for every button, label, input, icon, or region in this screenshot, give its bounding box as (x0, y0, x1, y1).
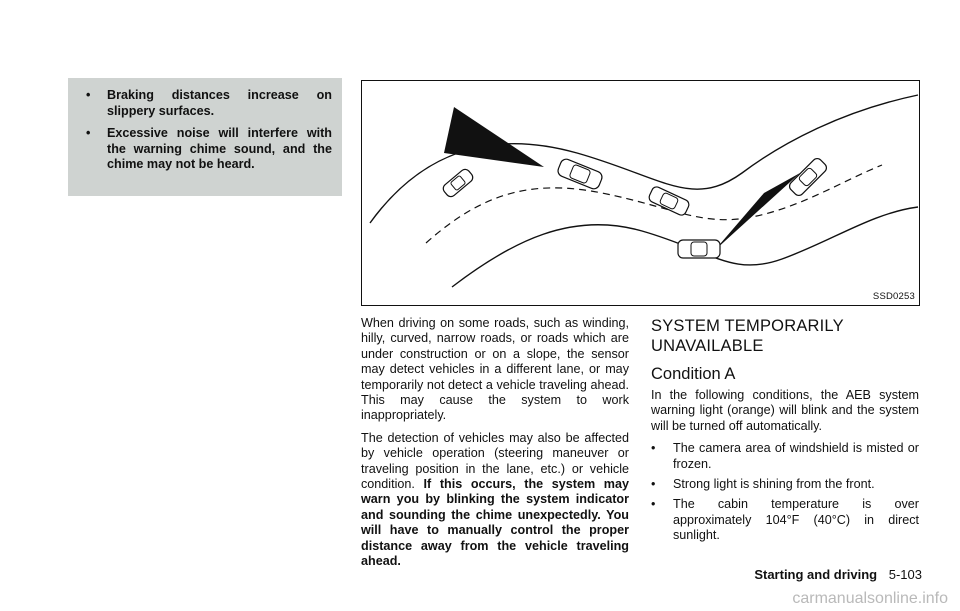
condition-item: • The camera area of windshield is misted or frozen. (651, 441, 919, 472)
car-2 (556, 157, 604, 190)
sensor-beam-right (714, 173, 800, 251)
condition-item: • Strong light is shining from the front. (651, 477, 919, 492)
condition-list (651, 441, 919, 543)
curved-road-diagram (362, 81, 919, 305)
page-number: 5-103 (888, 567, 922, 582)
middle-column (361, 316, 629, 577)
warning-item: • Braking distances increase on slippery surfaces. (78, 88, 332, 119)
paragraph: When driving on some roads, such as winding, hilly, curved, narrow roads, or roads which are under construction or on a slope, the sensor may detect vehicles in a different lane, or may temporarily not detect a vehicle traveling ahead. This may cause the system to work inappropriately. (361, 316, 629, 423)
condition-item: • The cabin temperature is over approximately 104°F (40°C) in direct sunlight. (651, 497, 919, 543)
sensor-beam-left (444, 107, 544, 167)
paragraph: In the following conditions, the AEB system warning light (orange) will blink and the system will be turned off automatically. (651, 388, 919, 433)
paragraph-text: The detection of vehicles may also be affected by vehicle operation (steering maneuver or traveling position in the lane, etc.) or vehicle condition. (361, 430, 629, 492)
paragraph (361, 431, 629, 570)
paragraph-bold: If this occurs, the system may warn you by blinking the system indicator and sounding the chime unexpectedly. You will have to manually control the proper distance away from the vehicle traveling ahead. (361, 477, 629, 569)
warning-list (78, 88, 332, 173)
car-4 (678, 240, 720, 258)
car-3 (647, 185, 690, 216)
warning-item: • Excessive noise will interfere with the warning chime sound, and the chime may not be heard. (78, 126, 332, 173)
road-illustration (361, 80, 920, 306)
page-footer (754, 567, 922, 582)
car-1 (441, 167, 475, 198)
footer-section: Starting and driving (754, 567, 878, 582)
section-subheading: Condition A (651, 365, 736, 383)
section-heading: SYSTEM TEMPORARILY UNAVAILABLE (651, 317, 844, 355)
watermark: carmanualsonline.info (792, 590, 948, 607)
right-column (651, 316, 919, 549)
warning-box (68, 78, 342, 196)
figure-code: SSD0253 (872, 291, 915, 302)
road-edge-top (370, 95, 918, 223)
